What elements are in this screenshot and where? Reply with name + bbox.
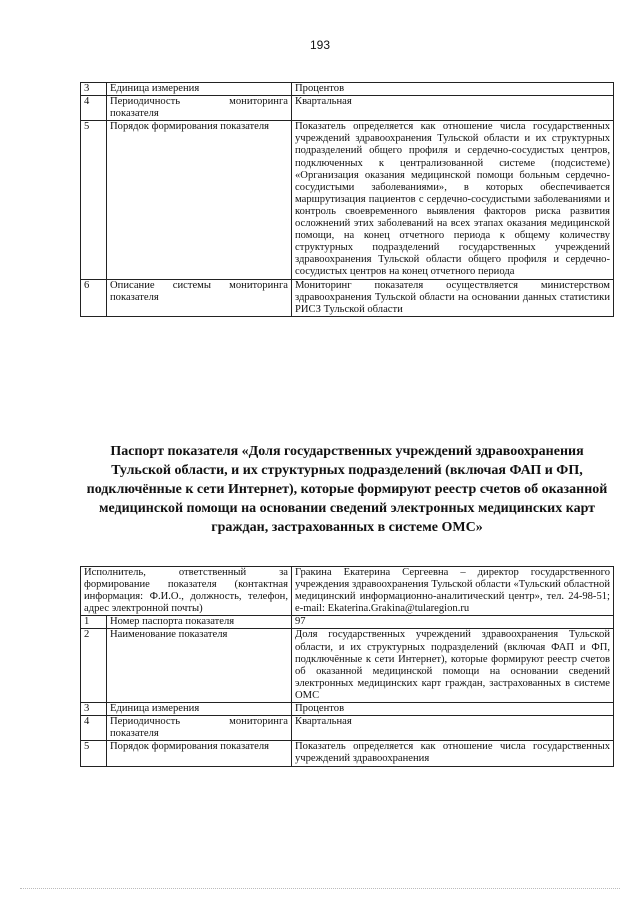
row-number: 1	[81, 616, 107, 629]
table-row	[81, 567, 614, 616]
row-label: Описание системы мониторинга показателя	[107, 279, 292, 316]
row-value: Мониторинг показателя осуществляется министерством здравоохранения Тульской области на основании данных статистики РИСЗ Тульской области	[292, 279, 614, 316]
row-label: Периодичность мониторинга показателя	[107, 96, 292, 121]
row-label: Наименование показателя	[107, 629, 292, 703]
row-label: Единица измерения	[107, 83, 292, 96]
passport-heading: Паспорт показателя «Доля государственных учреждений здравоохранения Тульской области, и их структурных подразделений (включая ФАП и ФП, подключённые к сети Интернет), которые формируют реестр счетов об оказанной медицинской помощи на основании сведений электронных медицинских карт граждан, застрахованных в системе ОМС»	[86, 444, 608, 535]
page-bottom-edge	[20, 888, 620, 891]
table-row	[81, 629, 614, 703]
row-value: Показатель определяется как отношение числа государственных учреждений здравоохранения	[292, 741, 614, 766]
row-value: Квартальная	[292, 96, 614, 121]
page-number: 193	[309, 38, 331, 52]
executor-value: Гракина Екатерина Сергеевна – директор государственного учреждения здравоохранения Тульской области «Тульский областной медицинский информационно-аналитический центр», тел. 24-98-51; e-mail: Ekaterina.Grakina@tularegion.ru	[292, 567, 614, 616]
row-value: 97	[292, 616, 614, 629]
row-label: Порядок формирования показателя	[107, 741, 292, 766]
indicator-passport-table	[80, 566, 614, 767]
row-label: Единица измерения	[107, 703, 292, 716]
table-row	[81, 121, 614, 279]
table-row	[81, 703, 614, 716]
row-number: 4	[81, 96, 107, 121]
row-value: Процентов	[292, 703, 614, 716]
row-value: Доля государственных учреждений здравоохранения Тульской области, и их структурных подразделений (включая ФАП и ФП, подключённые к сети Интернет), которые формируют реестр счетов об оказанной медицинской помощи на основании сведений электронных медицинских карт граждан, застрахованных в системе ОМС	[292, 629, 614, 703]
row-number: 5	[81, 121, 107, 279]
table-row	[81, 279, 614, 316]
indicator-table-top	[80, 82, 614, 317]
row-number: 6	[81, 279, 107, 316]
row-number: 3	[81, 703, 107, 716]
row-value: Показатель определяется как отношение числа государственных учреждений здравоохранения Тульской области и их структурных подразделений общего профиля и сердечно-сосудистых центров, подключенных к централизованной системе (подсистеме) «Организация оказания медицинской помощи больным сердечно-сосудистыми заболеваниями», в которых обеспечивается маршрутизация пациентов с сердечно-сосудистыми заболеваниями и контроль своевременного выявления факторов риска развития осложнений этих заболеваний на всех этапах оказания медицинской помощи, на конец отчетного периода к общему количеству структурных подразделений государственных учреждений здравоохранения Тульской области общего профиля и сердечно-сосудистых центров на конец отчетного периода	[292, 121, 614, 279]
row-label: Номер паспорта показателя	[107, 616, 292, 629]
row-number: 4	[81, 716, 107, 741]
executor-label: Исполнитель, ответственный за формирование показателя (контактная информация: Ф.И.О., должность, телефон, адрес электронной почты)	[81, 567, 292, 616]
table-row	[81, 83, 614, 96]
table-row	[81, 616, 614, 629]
row-label: Порядок формирования показателя	[107, 121, 292, 279]
row-value: Процентов	[292, 83, 614, 96]
table-row	[81, 741, 614, 766]
table-row	[81, 96, 614, 121]
row-label: Периодичность мониторинга показателя	[107, 716, 292, 741]
row-number: 5	[81, 741, 107, 766]
row-value: Квартальная	[292, 716, 614, 741]
row-number: 2	[81, 629, 107, 703]
table-row	[81, 716, 614, 741]
row-number: 3	[81, 83, 107, 96]
